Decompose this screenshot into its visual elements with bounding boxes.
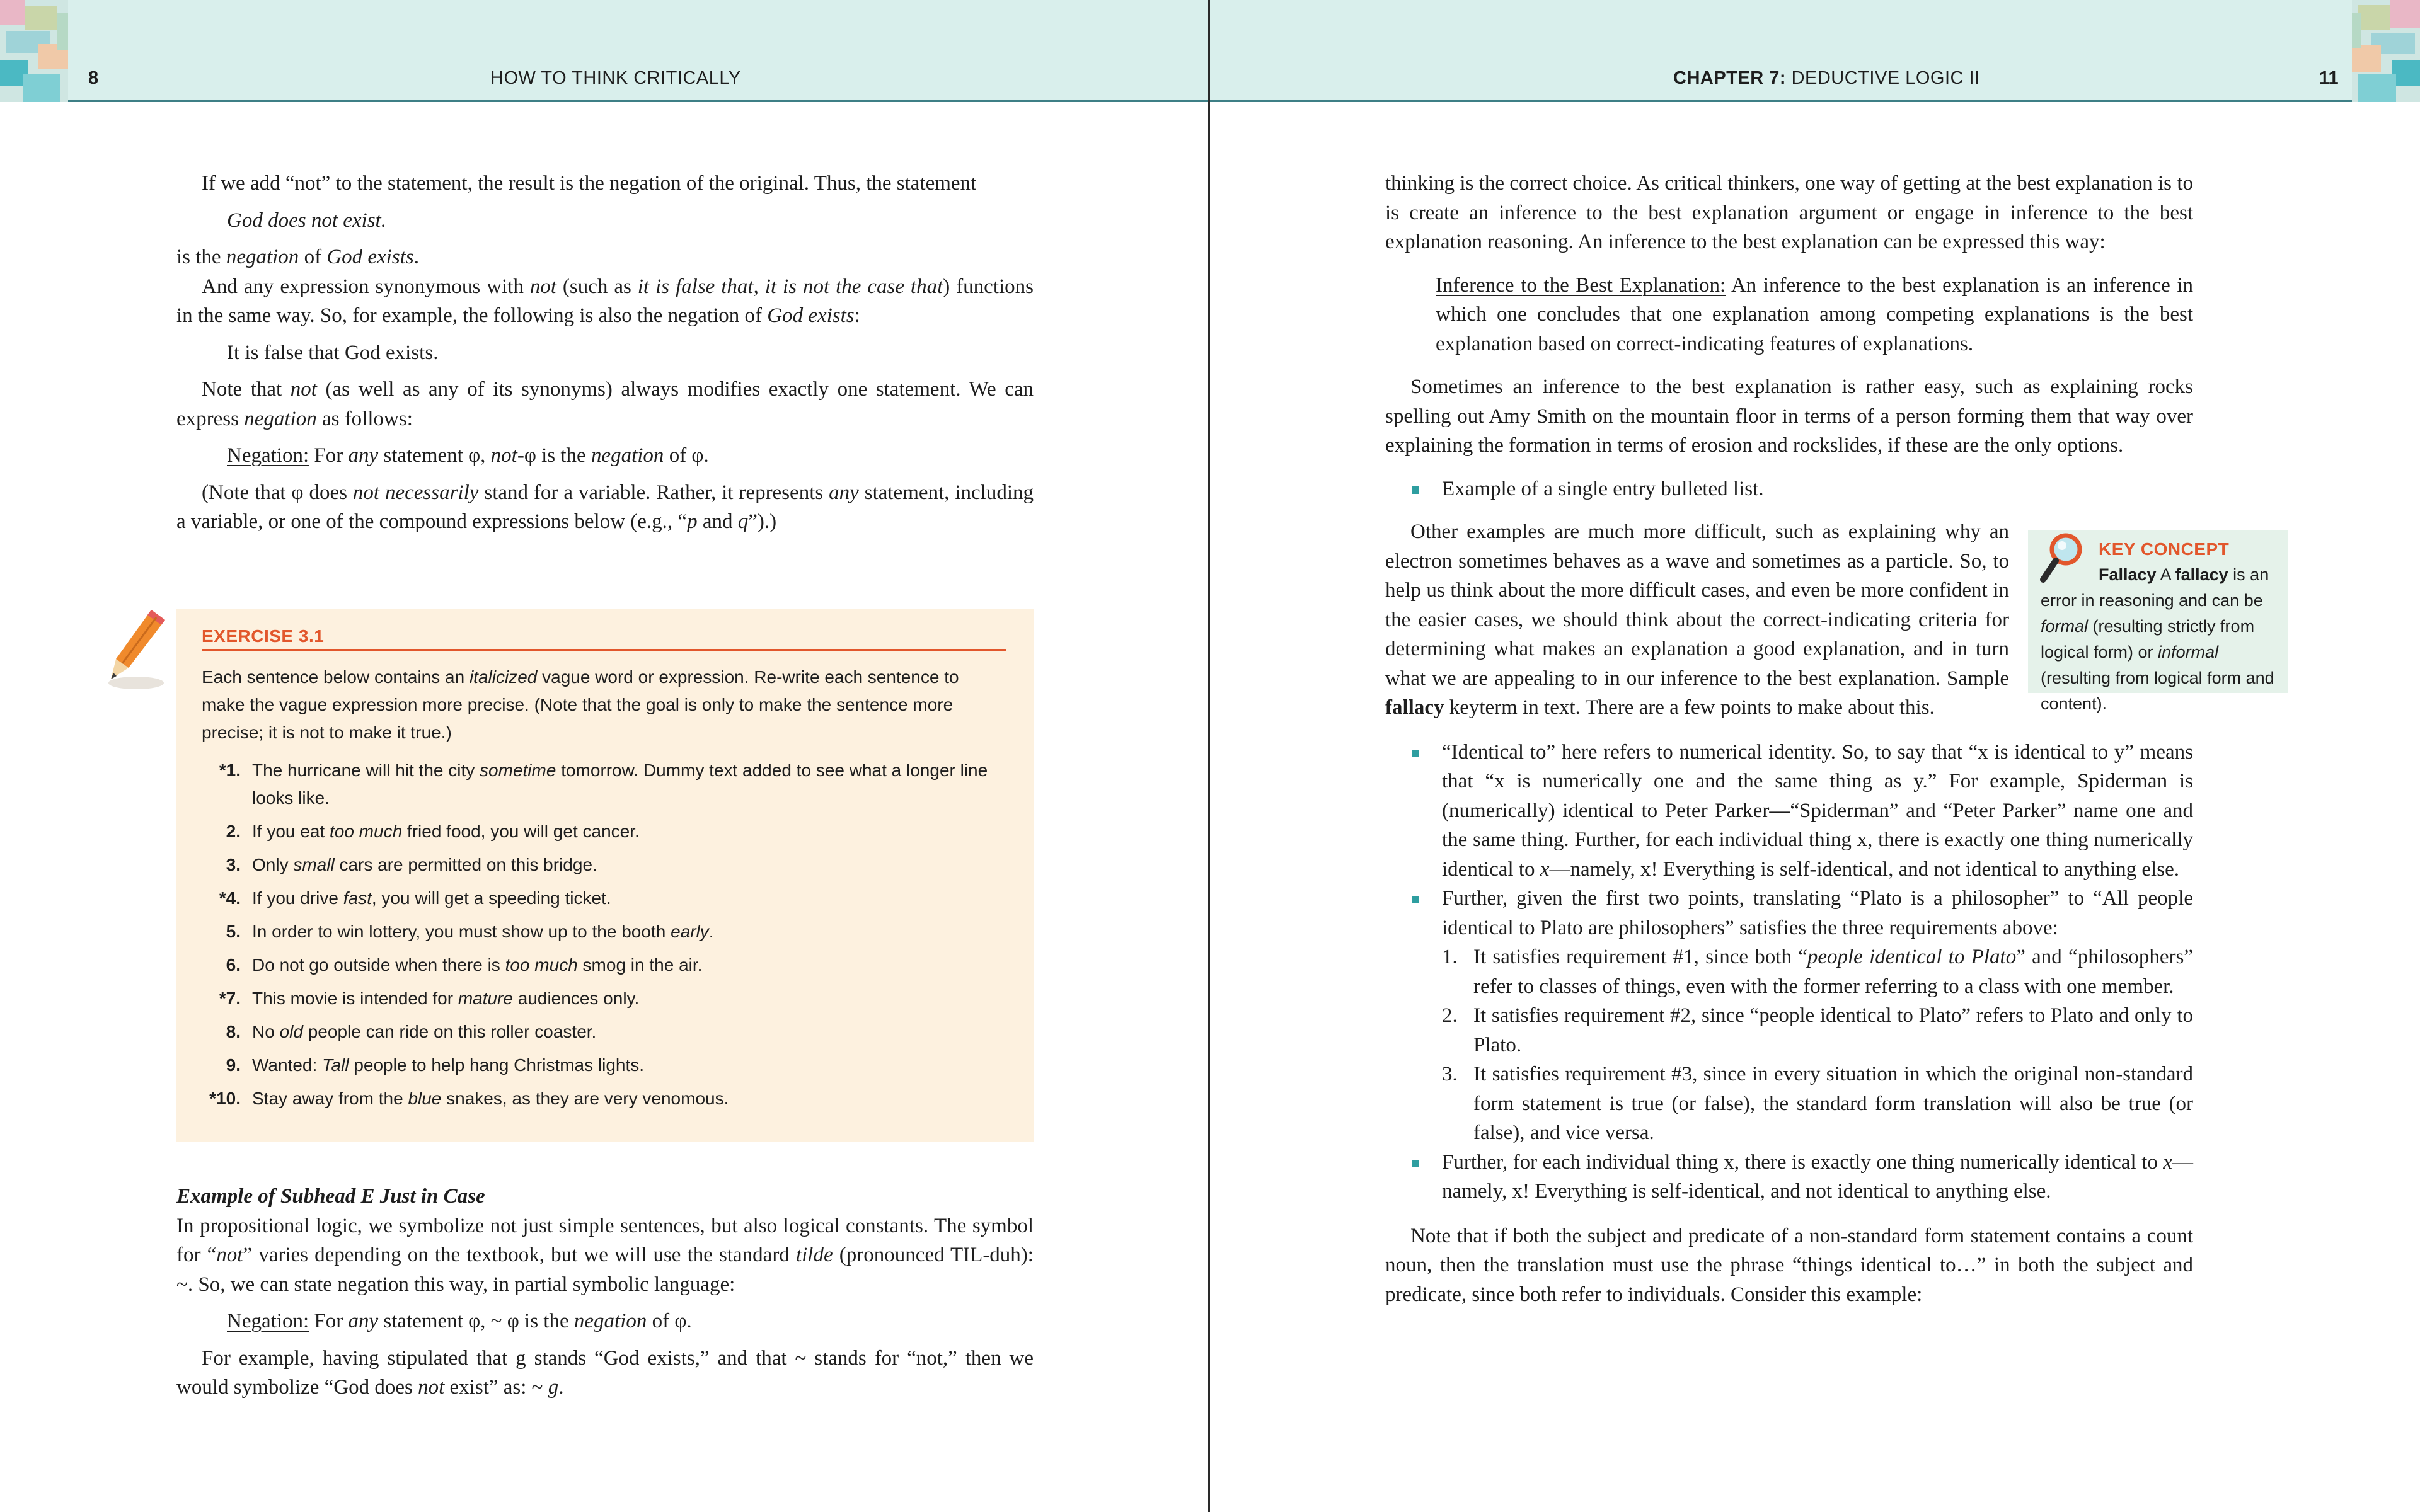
paragraph: If we add “not” to the statement, the result is the negation of the original. Thus, the statement — [202, 172, 977, 195]
page-number: 8 — [88, 68, 99, 88]
left-page-header — [0, 0, 1208, 102]
paragraph: is the negation of God exists. — [176, 246, 419, 268]
paragraph: Other examples are much more difficult, such as explaining why an electron sometimes behaves as a wave and sometimes as a particle. So, to help us think about the more difficult cases, and even be more confident in the easier cases, we should think about the correct-indicating criteria for determining what makes an explanation a good explanation, and in turn what we are appealing to in our inference to the best explanation. Sample fallacy keyterm in text. There are a few points to make about this. — [1385, 520, 2009, 719]
negation-definition: Negation: For any statement φ, not-φ is the negation of φ. — [227, 444, 709, 467]
bullet-item: Further, for each individual thing x, there is exactly one thing numerically identical to x—namely, x! Everything is self-identical, and not identical to anything else. — [1385, 1148, 2193, 1206]
right-page-header — [1210, 0, 2420, 102]
bullet-icon — [1412, 896, 1419, 903]
exercise-item: *10. Stay away from the blue snakes, as they are very venomous. — [209, 1089, 729, 1108]
key-concept-title: KEY CONCEPT — [2099, 539, 2230, 559]
right-page — [1210, 0, 2420, 1512]
chapter-title: CHAPTER 7: DEDUCTIVE LOGIC II — [1673, 68, 1980, 88]
decorative-pattern — [0, 0, 68, 102]
negation-definition: Negation: For any statement φ, ~ φ is the negation of φ. — [227, 1310, 692, 1332]
exercise-item: 5. In order to win lottery, you must show up to the booth early. — [226, 922, 714, 941]
paragraph: And any expression synonymous with not (such as it is false that, it is not the case that) functions in the same way. So, for example, the following is also the negation of God exists: — [176, 275, 1034, 327]
exercise-list — [202, 757, 1006, 1113]
exercise-item: 9. Wanted: Tall people to help hang Christmas lights. — [226, 1055, 645, 1075]
paragraph: Note that not (as well as any of its synonyms) always modifies exactly one statement. We can express negation as follows: — [176, 378, 1034, 430]
exercise-title: EXERCISE 3.1 — [202, 626, 1006, 651]
paragraph: (Note that φ does not necessarily stand for a variable. Rather, it represents any statement, including a variable, or one of the compound expressions below (e.g., “p and q”).) — [176, 481, 1034, 533]
example-statement: It is false that God exists. — [227, 341, 439, 364]
numbered-list — [1385, 942, 2193, 1148]
exercise-item: 2. If you eat too much fried food, you will get cancer. — [226, 822, 640, 841]
bullet-icon — [1412, 750, 1419, 757]
bullet-icon — [1412, 1160, 1419, 1167]
bullet-item: “Identical to” here refers to numerical identity. So, to say that “x is identical to y” means that “x is numerically one and the same thing as y.” For example, Spiderman is (numerically) identical to Peter Parker—“Spiderman” and “Peter Parker” name one and the same thing. Further, for each individual thing x, there is exactly one thing numerically identical to x—namely, x! Everything is self-identical, and not identical to anything else. — [1385, 738, 2193, 885]
paragraph: Note that if both the subject and predicate of a non-standard form statement contains a count noun, then the translation must use the phrase “things identical to…” in both the subject and predicate, since both refer to individuals. Consider this example: — [1385, 1224, 2193, 1306]
exercise-item: 8. No old people can ride on this roller coaster. — [226, 1022, 597, 1041]
exercise-item: 3. Only small cars are permitted on this bridge. — [226, 855, 597, 874]
exercise-box — [176, 609, 1034, 1142]
bullet-item: Further, given the first two points, translating “Plato is a philosopher” to “All people identical to Plato are philosophers” satisfies the three requirements above: — [1385, 884, 2193, 942]
example-statement: God does not exist. — [227, 209, 386, 232]
magnifying-glass-icon — [2037, 530, 2087, 587]
exercise-item: *7. This movie is intended for mature audiences only. — [219, 988, 640, 1008]
list-item: 2. It satisfies requirement #2, since “people identical to Plato” refers to Plato and only to Plato. — [1442, 1004, 2193, 1057]
exercise-item: *1. The hurricane will hit the city sometime tomorrow. Dummy text added to see what a longer line looks like. — [219, 760, 988, 808]
left-body-text — [176, 169, 1034, 537]
exercise-item: 6. Do not go outside when there is too much smog in the air. — [226, 955, 703, 975]
right-body-text — [1385, 169, 2193, 1309]
list-item: 3. It satisfies requirement #3, since in every situation in which the original non-standard form statement is true (or false), the standard form translation will also be true (or false), and vice versa. — [1442, 1063, 2193, 1144]
bullet-item: Example of a single entry bulleted list. — [1385, 474, 2193, 504]
key-concept-body: Fallacy A fallacy is an error in reasoning and can be formal (resulting strictly from logical form) or informal (resulting from logical form and content). — [2041, 565, 2274, 713]
paragraph: In propositional logic, we symbolize not just simple sentences, but also logical constants. The symbol for “not” varies depending on the textbook, but we will use the standard tilde (pronounced TIL-duh): ~. So, we can state negation this way, in partial symbolic language: — [176, 1214, 1034, 1296]
definition-block: Inference to the Best Explanation: An inference to the best explanation is an inference in which one concludes that one explanation among competing explanations is the best explanation based on correct-indicating features of explanations. — [1436, 273, 2193, 355]
paragraph: thinking is the correct choice. As critical thinkers, one way of getting at the best explanation is to is create an inference to the best explanation argument or engage in inference to the best explanation reasoning. An inference to the best explanation can be expressed this way: — [1385, 172, 2193, 253]
decorative-pattern — [2352, 0, 2420, 102]
running-head: HOW TO THINK CRITICALLY — [490, 68, 741, 88]
paragraph: Sometimes an inference to the best explanation is rather easy, such as explaining rocks spelling out Amy Smith on the mountain floor in terms of a person forming them that way over explaining the formation in terms of erosion and rockslides, if these are the only options. — [1385, 375, 2193, 457]
key-concept-box — [2028, 530, 2288, 713]
left-body-text-lower — [176, 1182, 1034, 1402]
pencil-icon — [100, 605, 175, 693]
list-item: 1. It satisfies requirement #1, since both “people identical to Plato” and “philosophers” refer to classes of things, even with the former referring to a class with one member. — [1442, 946, 2194, 998]
exercise-item: *4. If you drive fast, you will get a speeding ticket. — [219, 888, 611, 908]
subhead: Example of Subhead E Just in Case — [176, 1185, 485, 1208]
page-number: 11 — [2319, 68, 2339, 88]
bullet-icon — [1412, 486, 1419, 494]
paragraph: For example, having stipulated that g stands “God exists,” and that ~ stands for “not,” then we would symbolize “God does not exist” as: ~ g. — [176, 1346, 1034, 1399]
exercise-intro: Each sentence below contains an italicized vague word or expression. Re-write each sentence to make the vague expression more precise. (Note that the goal is only to make the sentence more precise; it is not to make it true.) — [202, 667, 959, 742]
